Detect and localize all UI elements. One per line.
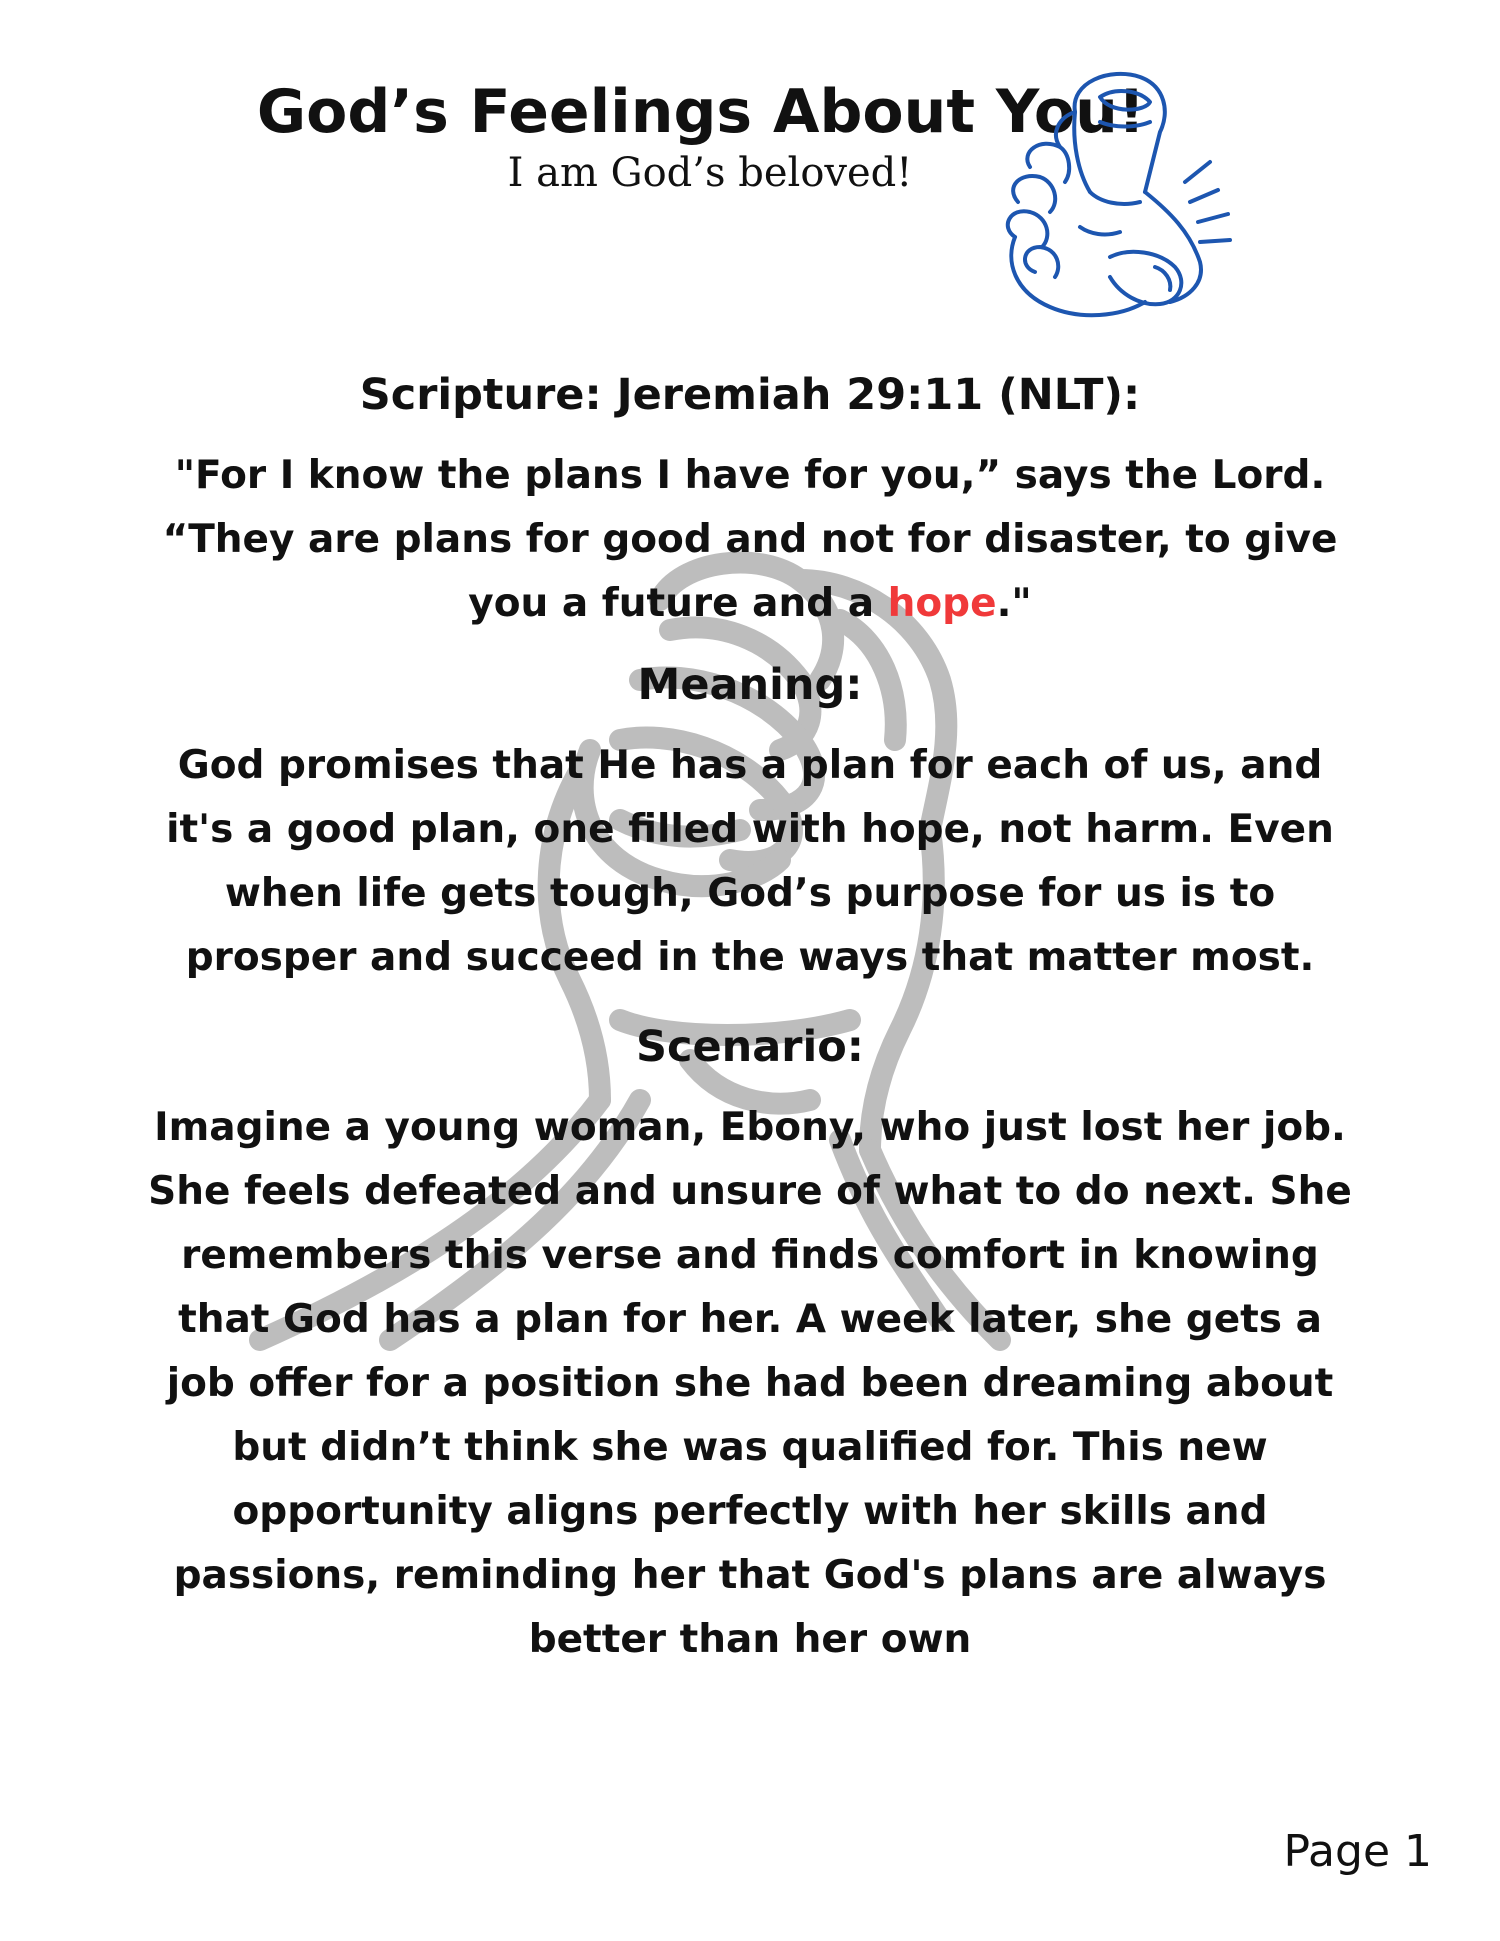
page-subtitle: I am God’s beloved! <box>507 150 913 196</box>
scenario-heading: Scenario: <box>636 1022 864 1072</box>
meaning-text: God promises that He has a plan for each of us, and it's a good plan, one filled with hope, not harm. Even when life gets tough, God’s purpose for us is to prosper and succeed in the ways that matter most. <box>166 743 1334 980</box>
meaning-heading: Meaning: <box>637 660 863 710</box>
pointing-hand-icon <box>960 62 1240 342</box>
scripture-heading: Scripture: Jeremiah 29:11 (NLT): <box>359 370 1141 420</box>
verse-highlight: hope <box>887 581 997 626</box>
page-title: God’s Feelings About You! <box>256 77 1146 147</box>
verse-text-end: ." <box>996 581 1032 626</box>
scripture-verse <box>140 444 1360 636</box>
scenario-text: Imagine a young woman, Ebony, who just lost her job. She feels defeated and unsure of what to do next. She remembers this verse and finds comfort in knowing that God has a plan for her. A week later, she gets a job offer for a position she had been dreaming about but didn’t think she was qualified for. This new opportunity aligns perfectly with her skills and passions, reminding her that God's plans are always better than her own <box>148 1105 1352 1662</box>
verse-text: "For I know the plans I have for you,” says the Lord. “They are plans for good and not for disaster, to give you a future and a <box>162 453 1338 626</box>
main-content <box>140 360 1360 1672</box>
page-number: Page 1 <box>1283 1826 1432 1877</box>
